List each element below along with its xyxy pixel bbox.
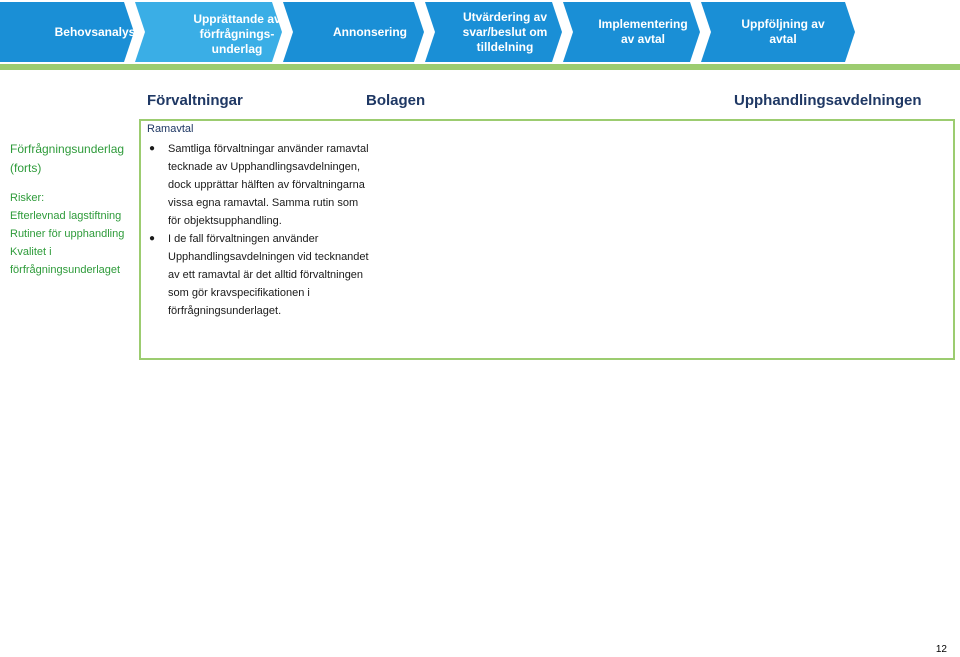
column-heading-forvaltningar: Förvaltningar <box>147 92 243 109</box>
sidebar-risk-item: Rutiner för upphandling <box>10 228 125 240</box>
process-underline <box>0 64 960 70</box>
box-title: Ramavtal <box>147 123 194 135</box>
bullet-icon: ● <box>149 233 156 244</box>
step-label-annonsering: Annonsering <box>333 24 407 39</box>
content-box <box>139 119 955 360</box>
sidebar-heading-sub: (forts) <box>10 161 42 175</box>
list-item <box>149 140 369 230</box>
sidebar-risk-item: Kvalitet i <box>10 246 52 258</box>
sidebar-risk-item: förfrågningsunderlaget <box>10 264 121 276</box>
bullet-text: Samtliga förvaltningar använder ramavtal tecknade av Upphandlingsavdelningen, dock upprättar hälften av förvaltningarna vissa egna ramavtal. Samma rutin som för objektsupphandling. <box>168 143 369 227</box>
sidebar-risk-item: Efterlevnad lagstiftning <box>10 210 122 222</box>
bullet-text: I de fall förvaltningen använder Upphandlingsavdelningen vid tecknandet av ett ramavtal är det alltid förvaltningen som gör kravspecifikationen i förfrågningsunderlaget. <box>168 233 369 317</box>
bullet-list <box>149 140 369 320</box>
list-item <box>149 230 369 320</box>
step-label-utvardering: Utvärdering av svar/beslut om tilldelning <box>462 9 548 54</box>
sidebar-heading: Förfrågningsunderlag <box>10 142 125 156</box>
page-number: 12 <box>935 644 947 655</box>
step-label-upprattande: Upprättande av förfrågnings-underlag <box>193 11 281 56</box>
step-label-implementering: Implementering av avtal <box>598 17 688 46</box>
sidebar <box>10 140 138 279</box>
column-heading-bolagen: Bolagen <box>366 92 426 109</box>
sidebar-risks-label: Risker: <box>10 192 45 204</box>
step-label-uppfoljning: Uppföljning av avtal <box>741 17 825 46</box>
process-steps <box>0 0 960 66</box>
column-heading-upphandlingsavdelningen: Upphandlingsavdelningen <box>734 92 922 109</box>
bullet-icon: ● <box>149 143 156 154</box>
step-label-behovsanalys: Behovsanalys <box>54 24 136 39</box>
